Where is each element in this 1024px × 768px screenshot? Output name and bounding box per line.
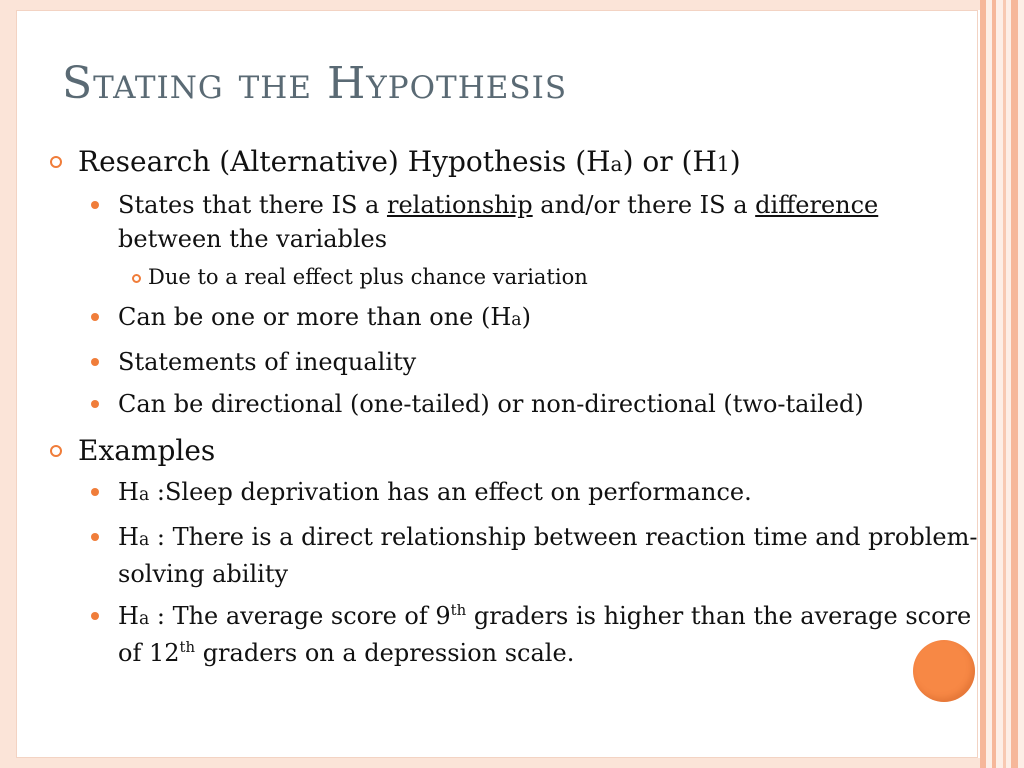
bullet-research-hypothesis (48, 144, 988, 182)
dot-bullet-icon (91, 400, 99, 408)
text: H (118, 523, 139, 551)
dot-bullet-icon (91, 201, 99, 209)
text: graders is higher than the average score of 12 (118, 602, 972, 667)
slide-title: Stating the Hypothesis (62, 58, 568, 109)
frame-bottom (0, 758, 1024, 768)
bullet-inequality (48, 345, 988, 379)
text: ) or (H (622, 145, 717, 178)
text: Statements of inequality (118, 348, 417, 376)
small-ring-bullet-icon (132, 274, 141, 283)
dot-bullet-icon (91, 533, 99, 541)
subscript: a (138, 485, 150, 505)
slide-content (48, 144, 988, 678)
bullet-example-graders (48, 599, 988, 670)
text: and/or there IS a (532, 191, 756, 219)
ring-bullet-icon (50, 156, 62, 168)
bullet-example-sleep (48, 475, 988, 512)
text: graders on a depression scale. (195, 639, 575, 667)
text: Examples (78, 434, 216, 467)
decorative-circle (913, 640, 975, 702)
bullet-states-relationship (48, 188, 988, 256)
subscript: a (138, 530, 150, 550)
text: :Sleep deprivation has an effect on performance. (149, 478, 752, 506)
underlined-term: difference (755, 191, 879, 219)
frame-stripe (1011, 0, 1018, 768)
subscript: a (138, 609, 150, 629)
bullet-example-reaction-time (48, 520, 988, 591)
text: H (118, 478, 139, 506)
text: Due to a real effect plus chance variation (148, 265, 588, 289)
text: ) (521, 303, 531, 331)
text: : The average score of 9 (149, 602, 451, 630)
superscript: th (450, 601, 467, 619)
frame-stripe (992, 0, 996, 768)
text: Can be directional (one-tailed) or non-directional (two-tailed) (118, 390, 864, 418)
ring-bullet-icon (50, 445, 62, 457)
bullet-examples (48, 433, 988, 469)
bullet-directional (48, 387, 988, 421)
underlined-term: relationship (386, 191, 533, 219)
text: H (118, 602, 139, 630)
text: ) (729, 145, 741, 178)
superscript: th (179, 638, 196, 656)
text: between the variables (118, 225, 388, 253)
frame-stripe (1003, 0, 1006, 768)
frame-top (0, 0, 1024, 10)
bullet-one-or-more (48, 300, 988, 337)
subscript: 1 (716, 152, 730, 176)
dot-bullet-icon (91, 313, 99, 321)
frame-left (0, 0, 16, 768)
bullet-real-effect (48, 262, 988, 292)
subscript: a (511, 310, 522, 330)
dot-bullet-icon (91, 488, 99, 496)
subscript: a (610, 152, 623, 176)
text: Research (Alternative) Hypothesis (H (78, 145, 611, 178)
text: : There is a direct relationship between reaction time and problem-solving ability (118, 523, 978, 588)
text: States that there IS a (118, 191, 387, 219)
dot-bullet-icon (91, 358, 99, 366)
text: Can be one or more than one (H (118, 303, 512, 331)
dot-bullet-icon (91, 612, 99, 620)
